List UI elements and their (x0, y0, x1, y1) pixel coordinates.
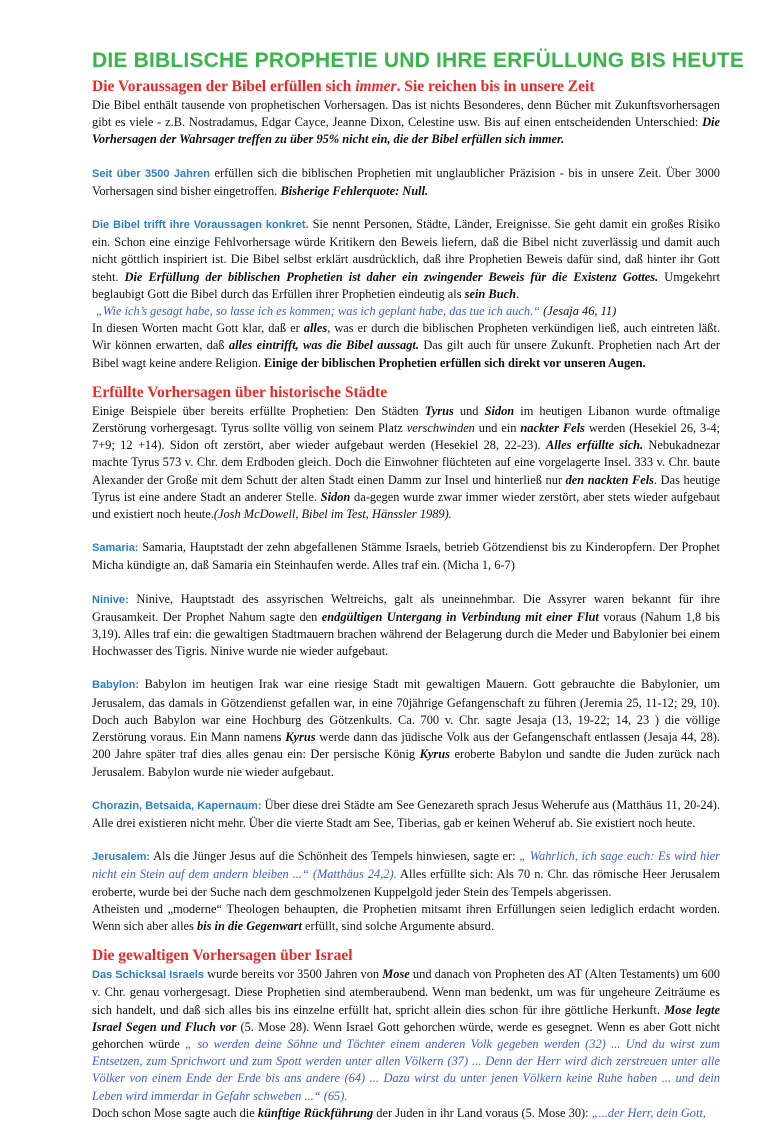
paragraph-concrete: Die Bibel trifft ihre Voraussagen konkret. Sie nennt Personen, Städte, Länder, Ereignisse. Sie geht damit ein großes Risiko ein. Schon eine einzige Fehlvorhersage würde Kritikern den Beweis liefern, daß die Bibel nicht zuverlässig und damit auch nicht göttlich inspiriert ist. Die Bibel selbst erklärt ausdrücklich, daß ihre Prophetien Beweis dafür sind, daß hinter ihr Gott steht. Die Erfüllung der biblischen Prophetien ist daher ein zwingender Beweis für die Existenz Gottes. Umgekehrt beglaubigt Gott die Bibel durch das Erfüllen ihrer Prophetien eindeutig als sein Buch. (92, 217, 721, 301)
lead-babylon: Babylon: (92, 679, 140, 692)
paragraph-chorazin: Chorazin, Betsaida, Kapernaum: Über diese drei Städte am See Genezareth sprach Jesus Weherufe aus (Matthäus 11, 20-24). Alle drei existieren nicht mehr. Über die vierte Stadt am See, Tiberias, gab er keinen Weheruf ab. Sie existiert noch heute. (92, 797, 720, 830)
lead-jerusalem: Jerusalem: (92, 851, 151, 864)
lead-samaria: Samaria: (92, 542, 139, 555)
section-heading-israel: Die gewaltigen Vorhersagen über Israel (92, 947, 353, 965)
paragraph-israel: Das Schicksal Israels wurde bereits vor 3500 Jahren von Mose und danach von Propheten des AT (Alten Testaments) um 600 v. Chr. genau vorhergesagt. Diese Prophetien sind atemberaubend. Wenn man bedenkt, um was für ungeheure Zeiträume es sich handelt, und daß sich alles bis ins einzelne erfüllt hat, spricht allein dies schon für ihre göttliche Herkunft. Mose legte Israel Segen und Fluch vor (5. Mose 28). Wenn Israel Gott gehorchen würde, werde es gesegnet. Wenn es aber Gott nicht gehorchen würde „ so werden deine Söhne und Töchter einem anderen Volk gegeben werden (32) ... Und du wirst zum Entsetzen, zum Sprichwort und zum Spott werden unter allen Völkern (37) ... Denn der Herr wird dich zerstreuen unter alle Völker von einem Ende der Erde bis ans andere (64) ... Dazu wirst du unter jenen Völkern keine Ruhe haben ... und dein Leben wird immerdar in Gefahr schweben ...“ (65). (92, 967, 721, 1103)
paragraph-jerusalem: Jerusalem: Als die Jünger Jesus auf die Schönheit des Tempels hinwiesen, sagte er: „ Wahrlich, ich sage euch: Es wird hier nicht ein Stein auf dem andern bleiben ...“ (Matthäus 24,2). Alles erfüllte sich: Als 70 n. Chr. das römische Heer Jerusalem eroberte, wurde bei der Suche nach dem geschmolzenen Kuppelgold jeder Stein des Tempels abgerissen. (92, 849, 720, 899)
paragraph-babylon: Babylon: Babylon im heutigen Irak war eine riesige Stadt mit gewaltigen Mauern. Gott gebrauchte die Babylonier, um Jerusalem, das damals in Götzendienst gefallen war, in eine 70jährige Gefangenschaft zu führen (Jeremia 25, 11-12; 29, 10). Doch auch Babylon war eine Hochburg des Götzenkults. Ca. 700 v. Chr. sagte Jesaja (13, 19-22; 14, 23 ) die völlige Zerstörung voraus. Ein Mann namens Kyrus werde dann das jüdische Volk aus der Gefangenschaft entlassen (Jesaja 44, 28). 200 Jahre später traf dies alles genau ein: Der persische König Kyrus eroberte Babylon und sandte die Juden zurück nach Jerusalem. Babylon wurde nie wieder aufgebaut. (92, 677, 721, 779)
paragraph-ninive: Ninive: Ninive, Hauptstadt des assyrischen Weltreichs, galt als uneinnehmbar. Die Assyrer waren bekannt für ihre Grausamkeit. Der Prophet Nahum sagte den endgültigen Untergang in Verbindung mit einer Flut voraus (Nahum 1,8 bis 3,19). Alles traf ein: die gewaltigen Stadtmauern brachen während der Belagerung durch die Meder und Babylonier bei einem Hochwasser des Tigris. Ninive wurde nie wieder aufgebaut. (92, 591, 721, 659)
lead-israel: Das Schicksal Israels (92, 969, 205, 982)
section-heading-predictions: Die Voraussagen der Bibel erfüllen sich immer. Sie reichen bis in unsere Zeit (92, 78, 595, 95)
lead-ninive: Ninive: (92, 593, 129, 606)
paragraph-samaria: Samaria: Samaria, Hauptstadt der zehn abgefallenen Stämme Israels, betrieb Götzendienst bis zu Kinderopfern. Der Prophet Micha kündigte an, daß Samaria ein Steinhaufen werde. Alles traf ein. (Micha 1, 6-7) (92, 540, 720, 573)
paragraph-atheists: Atheisten und „moderne“ Theologen behaupten, die Prophetien mitsamt ihren Erfüllungen seien lediglich erdacht worden. Wenn sich aber alles bis in die Gegenwart erfüllt, sind solche Argumente absurd. (92, 901, 720, 933)
paragraph-return: Doch schon Mose sagte auch die künftige Rückführung der Juden in ihr Land voraus (5. Mose 30): „...der Herr, dein Gott, (92, 1105, 706, 1120)
lead-3500-years: Seit über 3500 Jahren (92, 167, 210, 180)
section-heading-cities: Erfüllte Vorhersagen über historische Städte (92, 383, 388, 401)
lead-concrete: Die Bibel trifft ihre Voraussagen konkret. (92, 219, 309, 232)
paragraph-intro: Die Bibel enthält tausende von prophetischen Vorhersagen. Das ist nichts Besonderes, denn Bücher mit Zukunftsvorhersagen gibt es viele - z.B. Nostradamus, Edgar Cayce, Jeanne Dixon, Celestine usw. Bis auf einen entscheidenden Unterschied: Die Vorhersagen der Wahrsager treffen zu über 95% nicht ein, die der Bibel erfüllen sich immer. (92, 98, 720, 147)
paragraph-all-comes-true: In diesen Worten macht Gott klar, daß er alles, was er durch die biblischen Propheten verkündigen ließ, auch eintreten läßt. Wir können erwarten, daß alles eintrifft, was die Bibel aussagt. Das gilt auch für unsere Zukunft. Prophetien nach Art der Bibel wagt keine andere Religion. Einige der biblischen Prophetien erfüllen sich direkt vor unseren Augen. (92, 321, 720, 370)
page-title: DIE BIBLISCHE PROPHETIE UND IHRE ERFÜLLUNG BIS HEUTE (92, 49, 745, 72)
quote-jesaja: „Wie ich’s gesagt habe, so lasse ich es kommen; was ich geplant habe, das tue ich auch.“ (Jesaja 46, 11) (96, 304, 617, 319)
paragraph-tyrus-sidon: Einige Beispiele über bereits erfüllte Prophetien: Den Städten Tyrus und Sidon im heutigen Libanon wurde oftmalige Zerstörung vorhergesagt. Tyrus sollte völlig von seinem Platz verschwinden und ein nackter Fels werden (Hesekiel 26, 3-4; 7+9; 12 +14). Sidon oft zerstört, aber wieder aufgebaut werden (Hesekiel 28, 22-23). Alles erfüllte sich. Nebukadnezar machte Tyrus 573 v. Chr. dem Erdboden gleich. Doch die Einwohner flüchteten auf eine vorgelagerte Insel. 333 v. Chr. baute Alexander der Große mit dem Schutt der alten Stadt einen Damm zur Insel und hinterließ nur den nackten Fels. Das heutige Tyrus ist eine andere Stadt an anderer Stelle. Sidon da-gegen wurde zwar immer wieder zerstört, aber stets wieder aufgebaut und existiert noch heute.(Josh McDowell, Bibel im Test, Hänssler 1989). (92, 403, 721, 522)
paragraph-3500-years: Seit über 3500 Jahren erfüllen sich die biblischen Prophetien mit unglaublicher Präzision - bis in unsere Zeit. Über 3000 Vorhersagen sind bisher eingetroffen. Bisherige Fehlerquote: Null. (92, 165, 720, 198)
lead-chorazin: Chorazin, Betsaida, Kapernaum: (92, 799, 262, 812)
